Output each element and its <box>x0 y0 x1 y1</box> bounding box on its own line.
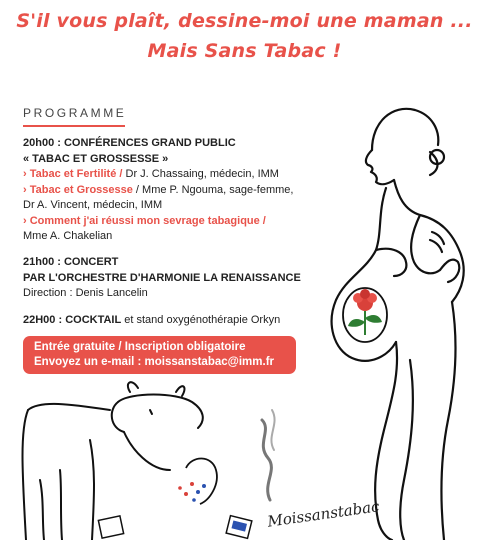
registration-info: Entrée gratuite / Inscription obligatoire <box>34 341 246 353</box>
cigarette-pack-icon <box>98 516 251 539</box>
talk-speaker-continued: Dr A. Vincent, médecin, IMM <box>23 199 163 211</box>
programme-heading: PROGRAMME <box>23 106 127 120</box>
talk-title: Comment j'ai réussi mon sevrage tabagique / <box>29 214 266 227</box>
talk-speaker: / Mme P. Ngouma, sage-femme, <box>132 183 294 196</box>
goat-illustration <box>23 382 203 540</box>
talk-marker: › <box>23 183 30 196</box>
talk-marker: › <box>23 214 30 227</box>
concert-label: : CONCERT <box>54 256 119 268</box>
conference-label: : CONFÉRENCES GRAND PUBLIC <box>54 137 236 149</box>
flower-in-belly-icon <box>343 288 387 342</box>
talk-title: Tabac et Fertilité / <box>29 168 123 180</box>
page-title-line1: S'il vous plaît, dessine-moi une maman ... <box>16 10 473 32</box>
cocktail-label: : COCKTAIL <box>55 314 122 326</box>
cocktail-time: 22H00 <box>23 314 56 326</box>
concert-time: 21h00 <box>23 256 55 268</box>
cocktail-detail: et stand oxygénothérapie Orkyn <box>121 314 281 326</box>
talk-title: Tabac et Grossesse <box>29 183 133 196</box>
registration-email[interactable]: Envoyez un e-mail : moissanstabac@imm.fr <box>34 356 275 368</box>
conference-time: 20h00 <box>23 137 55 149</box>
talk-speaker: Dr J. Chassaing, médecin, IMM <box>122 168 279 180</box>
concert-direction: Direction : Denis Lancelin <box>23 287 148 299</box>
page-title-line2: Mais Sans Tabac ! <box>147 40 342 62</box>
hand-with-pills-icon <box>178 458 217 504</box>
concert-subtitle: PAR L'ORCHESTRE D'HARMONIE LA RENAISSANCE <box>23 271 301 284</box>
talk-speaker: Mme A. Chakelian <box>23 230 113 242</box>
conference-subtitle: « TABAC ET GROSSESSE » <box>23 152 169 165</box>
talk-marker: › <box>23 168 30 180</box>
artist-signature: Moissanstabac <box>266 497 381 531</box>
smoke-icon <box>262 410 275 500</box>
